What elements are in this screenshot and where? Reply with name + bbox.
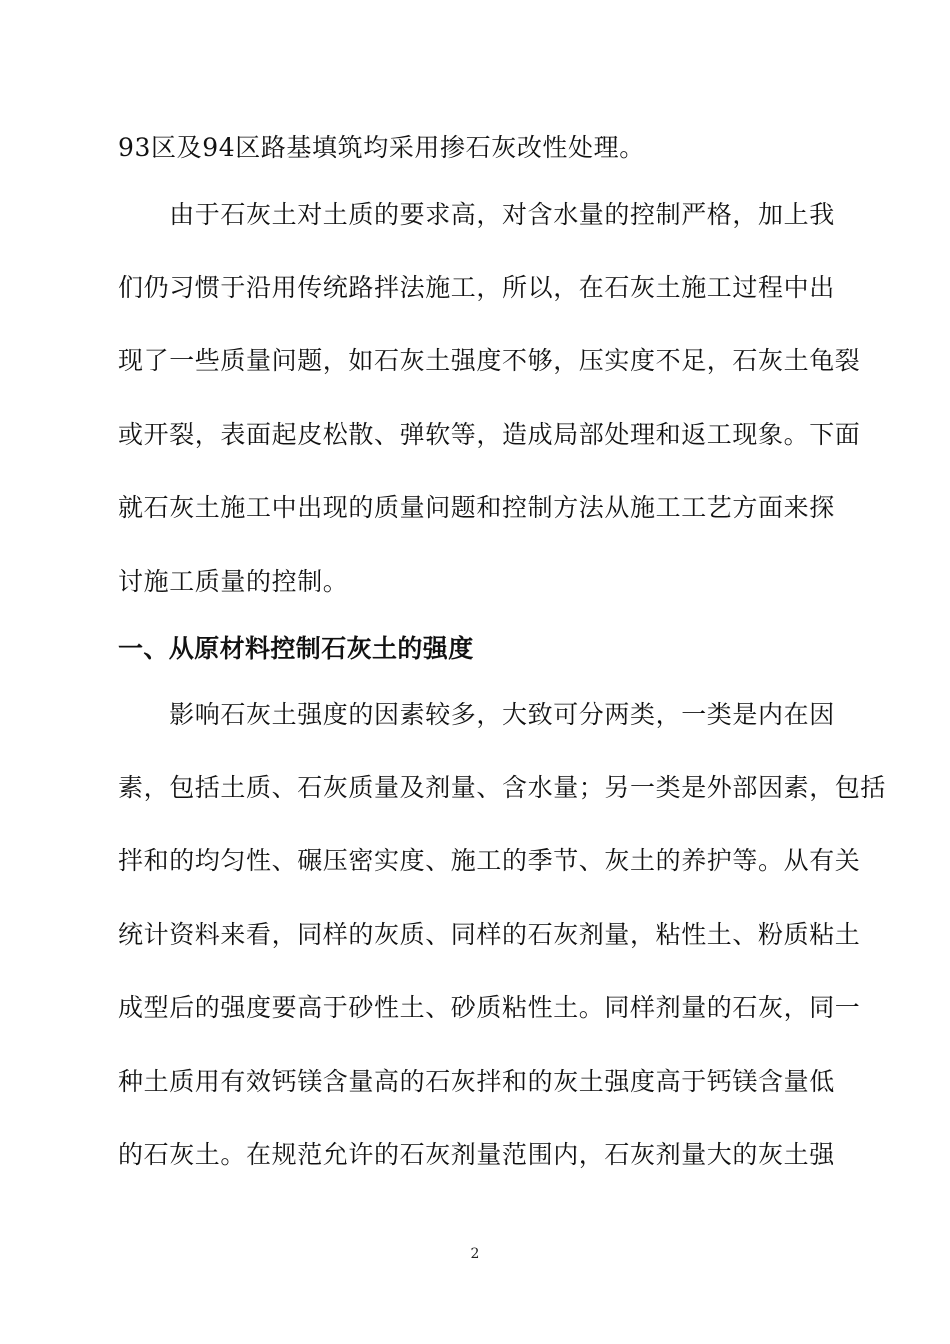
paragraph-line: 93区及94区路基填筑均采用掺石灰改性处理。 [118, 133, 645, 162]
paragraph-line: 素，包括土质、石灰质量及剂量、含水量；另一类是外部因素，包括 [118, 773, 887, 802]
paragraph-line: 或开裂，表面起皮松散、弹软等，造成局部处理和返工现象。下面 [118, 420, 861, 449]
paragraph-line: 由于石灰土对土质的要求高，对含水量的控制严格，加上我 [118, 200, 835, 229]
page-number: 2 [470, 1246, 480, 1262]
paragraph-line: 种土质用有效钙镁含量高的石灰拌和的灰土强度高于钙镁含量低 [118, 1067, 835, 1096]
paragraph-line: 统计资料来看，同样的灰质、同样的石灰剂量，粘性土、粉质粘土 [118, 920, 861, 949]
paragraph-line: 现了一些质量问题，如石灰土强度不够，压实度不足，石灰土龟裂 [118, 346, 861, 375]
section-heading: 一、从原材料控制石灰土的强度 [118, 634, 474, 663]
paragraph-line: 影响石灰土强度的因素较多，大致可分两类，一类是内在因 [118, 700, 835, 729]
paragraph-line: 讨施工质量的控制。 [118, 567, 349, 596]
paragraph-line: 就石灰土施工中出现的质量问题和控制方法从施工工艺方面来探 [118, 493, 835, 522]
paragraph-line: 成型后的强度要高于砂性土、砂质粘性土。同样剂量的石灰，同一 [118, 993, 861, 1022]
paragraph-line: 拌和的均匀性、碾压密实度、施工的季节、灰土的养护等。从有关 [118, 846, 861, 875]
paragraph-line: 们仍习惯于沿用传统路拌法施工，所以，在石灰土施工过程中出 [118, 273, 835, 302]
paragraph-line: 的石灰土。在规范允许的石灰剂量范围内，石灰剂量大的灰土强 [118, 1140, 835, 1169]
